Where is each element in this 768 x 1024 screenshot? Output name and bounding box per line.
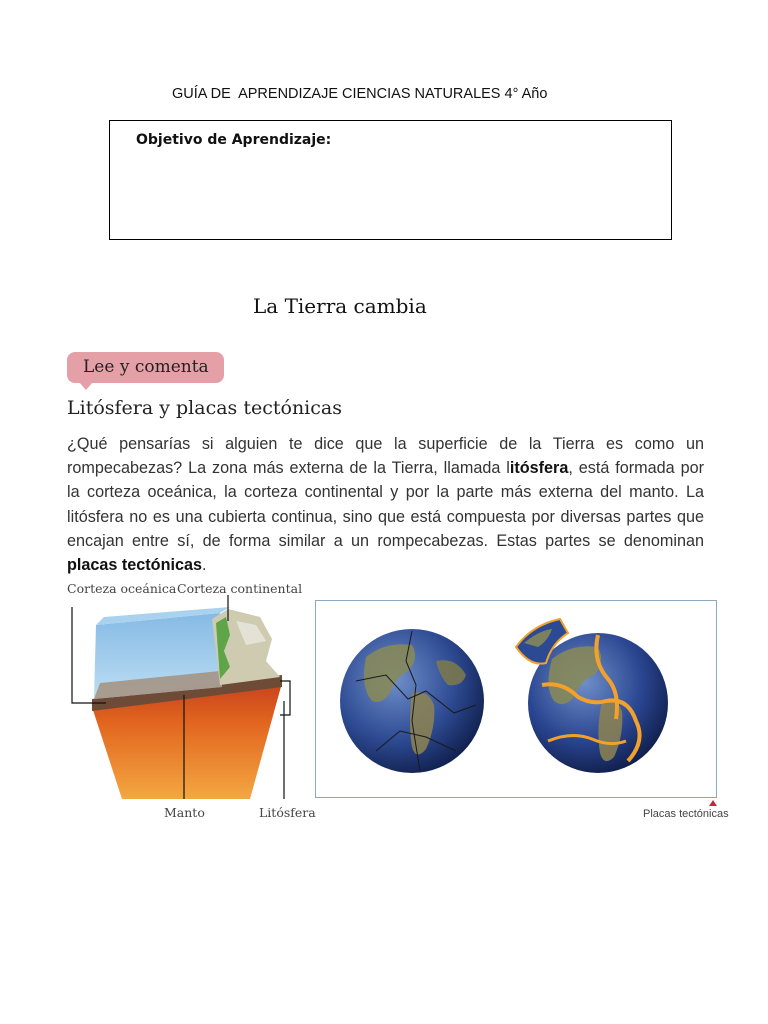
globes-illustration: [316, 601, 716, 797]
lesson-title: La Tierra cambia: [253, 294, 427, 318]
paragraph-text-3: .: [201, 556, 207, 575]
paragraph-text-2: , está formada por la corteza oceánica, la corteza continental y por la parte más externa del manto. La litósfera no es una cubierta continua, sino que está compuesta por diversas partes que encajan entre sí, de forma similar a un rompecabezas. Estas partes se denominan: [67, 459, 704, 550]
label-continental-crust: Corteza continental: [177, 581, 303, 596]
crust-cross-section-illustration: [60, 595, 310, 805]
paragraph-text-1: ¿Qué pensarías si alguien te dice que la superficie de la Tierra es como un rompecabezas? La zona más externa de la Tierra, llamada l: [67, 435, 704, 478]
activity-tag-label: Lee y comenta: [83, 357, 209, 377]
label-oceanic-crust: Corteza oceánica: [67, 581, 177, 596]
tag-pointer: [79, 382, 93, 390]
body-paragraph: [67, 432, 704, 577]
objective-box: [109, 120, 672, 240]
intact-globe: [340, 629, 484, 773]
separated-plates-globe: [516, 619, 668, 773]
term-tectonic-plates: placas tectónicas: [67, 556, 202, 575]
caption-marker-icon: [709, 800, 717, 806]
label-mantle: Manto: [164, 805, 205, 820]
figure-caption: Placas tectónicas: [643, 808, 729, 820]
label-lithosphere: Litósfera: [259, 805, 316, 820]
objective-label: Objetivo de Aprendizaje:: [136, 132, 332, 148]
section-heading: Litósfera y placas tectónicas: [67, 397, 342, 419]
term-lithosphere: itósfera: [509, 459, 569, 478]
activity-tag: [67, 352, 224, 383]
guide-title: GUÍA DE APRENDIZAJE CIENCIAS NATURALES 4° Año: [172, 86, 548, 102]
tectonic-plates-figure: [315, 600, 717, 798]
